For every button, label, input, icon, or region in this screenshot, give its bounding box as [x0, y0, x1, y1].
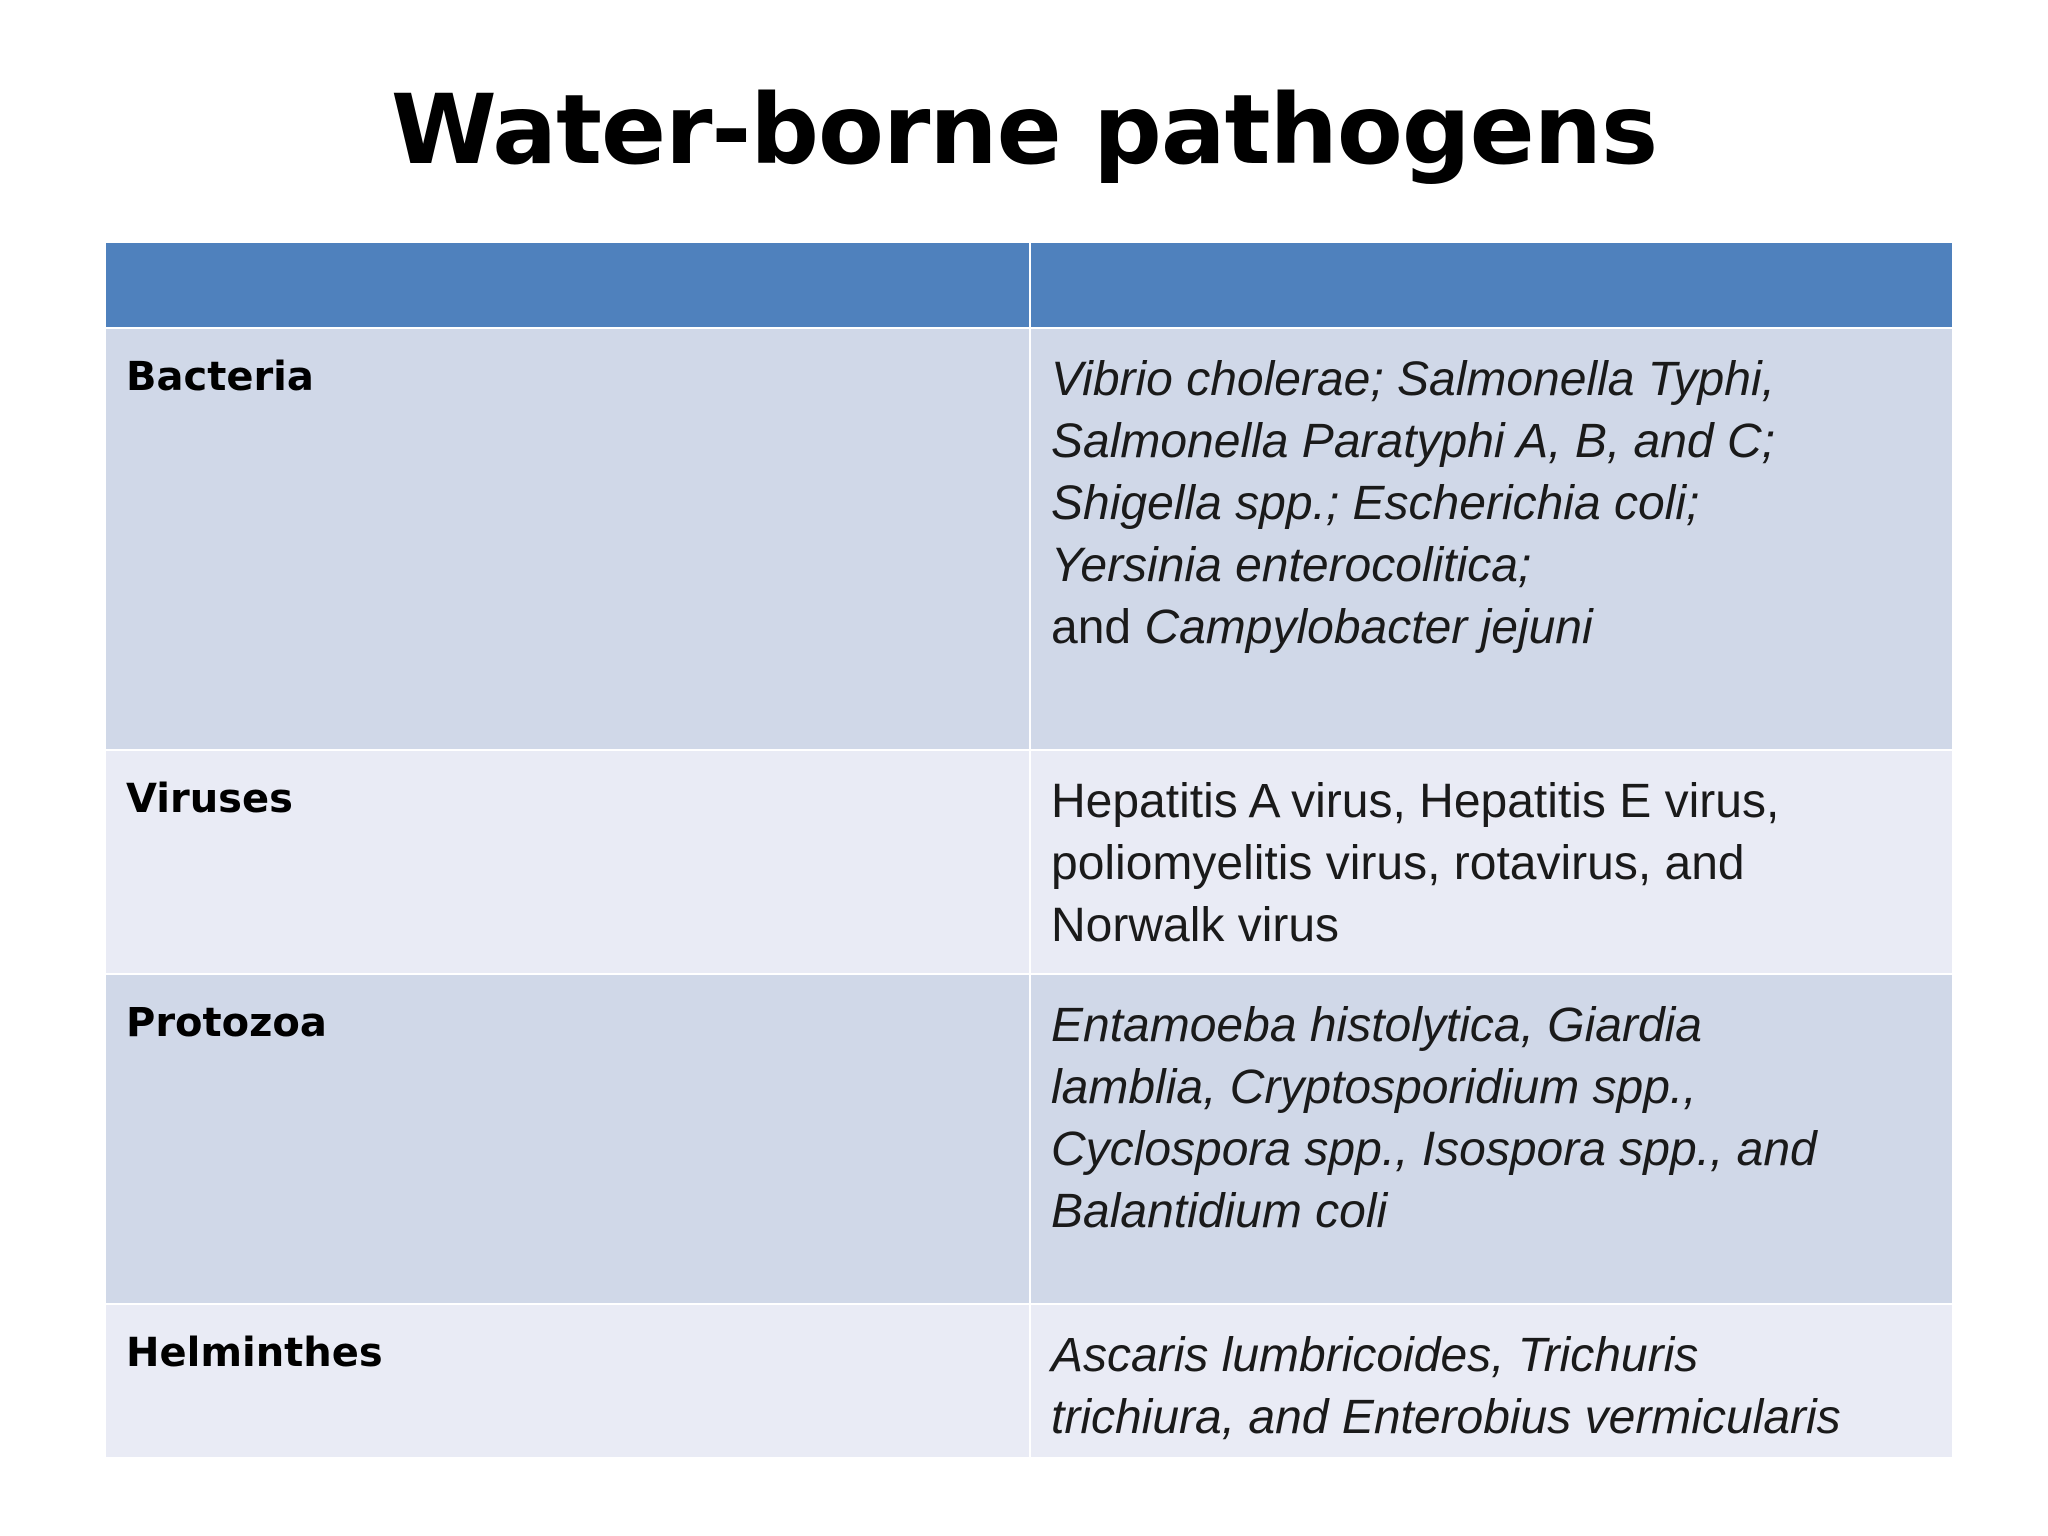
pathogen-list-helminthes — [1031, 1305, 1952, 1449]
pathogen-line: poliomyelitis virus, rotavirus, and — [1051, 837, 1745, 890]
category-label-helminthes: Helminthes — [126, 1330, 383, 1376]
pathogen-line: Shigella spp.; Escherichia coli; — [1051, 477, 1700, 530]
category-label-bacteria: Bacteria — [126, 354, 314, 400]
pathogen-list-protozoa — [1031, 975, 1952, 1243]
table-row — [105, 328, 1953, 750]
pathogen-line: Norwalk virus — [1051, 899, 1340, 952]
pathogen-line: Yersinia enterocolitica; — [1051, 539, 1532, 592]
pathogen-table — [104, 241, 1954, 1459]
table-row — [105, 974, 1953, 1304]
pathogen-line: Cyclospora spp., Isospora spp., and — [1051, 1123, 1817, 1176]
pathogen-line: Balantidium coli — [1051, 1185, 1388, 1238]
table-row — [105, 1304, 1953, 1458]
slide-title: Water-borne pathogens — [390, 74, 1658, 186]
pathogen-line: Hepatitis A virus, Hepatitis E virus, — [1051, 775, 1780, 828]
header-cell-pathogens — [1030, 242, 1953, 328]
pathogen-line-name: Campylobacter jejuni — [1144, 601, 1593, 654]
pathogen-line — [1051, 597, 1932, 659]
pathogen-line: Vibrio cholerae; Salmonella Typhi, — [1051, 353, 1775, 406]
pathogen-list-viruses — [1031, 751, 1952, 957]
table-header-row — [105, 242, 1953, 328]
pathogen-line: Ascaris lumbricoides, Trichuris — [1051, 1329, 1699, 1382]
pathogen-line-prefix: and — [1051, 601, 1132, 654]
pathogen-line: Entamoeba histolytica, Giardia — [1051, 999, 1702, 1052]
category-label-protozoa: Protozoa — [126, 1000, 327, 1046]
pathogen-list-bacteria — [1031, 329, 1952, 659]
table-row — [105, 750, 1953, 974]
pathogen-line: lamblia, Cryptosporidium spp., — [1051, 1061, 1697, 1114]
pathogen-line: Salmonella Paratyphi A, B, and C; — [1051, 415, 1775, 468]
pathogen-line: trichiura, and Enterobius vermicularis — [1051, 1391, 1841, 1444]
header-cell-category — [105, 242, 1030, 328]
category-label-viruses: Viruses — [126, 776, 293, 822]
